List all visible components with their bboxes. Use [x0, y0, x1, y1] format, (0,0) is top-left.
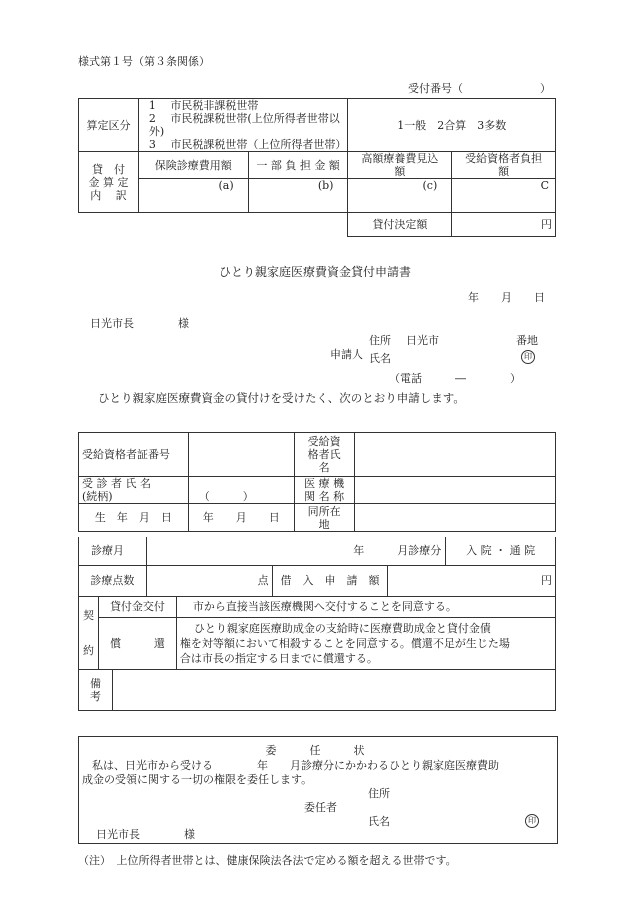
treatment-month-row — [78, 537, 556, 566]
recipient-burden-header — [452, 152, 556, 179]
breakdown-label — [79, 152, 139, 213]
high-cost-header-line: 額 — [394, 165, 406, 178]
value-b: (b) — [248, 179, 348, 213]
institution-field[interactable] — [354, 477, 555, 504]
category-list — [138, 99, 348, 152]
value-a: (a) — [138, 179, 248, 213]
repayment-text-line: ひとり親家庭医療助成金の支給時に医療費助成金と貸付金債 — [193, 621, 491, 635]
intro-text: ひとり親家庭医療費資金の貸付けを受けたく、次のとおり申請します。 — [98, 391, 465, 405]
contract-label — [79, 597, 99, 669]
address-label: 住所 — [369, 334, 391, 347]
contract-label-line: 契 — [82, 608, 94, 622]
delegation-title: 委 任 状 — [265, 744, 365, 757]
treatment-month-field[interactable]: 年 月診療分 — [146, 537, 445, 565]
institution-location-label-line: 同所在 — [307, 504, 341, 518]
loan-request-label: 借 入 申 請 額 — [272, 566, 388, 596]
breakdown-label-line: 内 訳 — [90, 188, 127, 202]
points-label: 診療点数 — [79, 566, 147, 596]
reception-number-label: 受付番号（ ） — [408, 82, 551, 95]
cert-number-label: 受給資格者証番号 — [79, 433, 189, 477]
delegation-addressee: 日光市長 様 — [96, 828, 195, 841]
copay-header: 一 部 負 担 金 額 — [248, 152, 348, 179]
repayment-text — [176, 617, 555, 669]
repayment-label: 償 還 — [98, 617, 176, 669]
delegation-text-line1: 私は、日光市から受ける 年 月診療分にかかわるひとり親家庭医療費助 — [92, 759, 499, 772]
repayment-text-line: 合は市長の指定する日までに償還する。 — [179, 651, 378, 665]
holder-name-label-line: 格者氏 — [307, 448, 341, 461]
breakdown-label-line: 貸 付 — [91, 162, 125, 176]
patient-name-label — [79, 477, 189, 504]
holder-name-field[interactable] — [354, 433, 555, 477]
recipient-burden-header-line: 額 — [498, 165, 510, 178]
high-cost-header — [348, 152, 452, 179]
repayment-text-line: 権を対等額において相殺することを同意する。償還不足が生じた場 — [179, 636, 510, 650]
seal-icon: 印 — [521, 350, 535, 364]
contract-label-line: 約 — [82, 643, 94, 657]
footnote: （注） 上位所得者世帯とは、健康保険法各法で定める額を超える世帯です。 — [78, 854, 457, 867]
remarks-label-line: 考 — [89, 689, 101, 703]
holder-name-label-line: 受給資 — [307, 435, 341, 448]
patient-name-label-line: (続柄) — [82, 490, 113, 503]
calculation-table — [78, 98, 556, 237]
seal-mark — [521, 349, 535, 364]
patient-name-field[interactable] — [188, 477, 294, 504]
page-title: ひとり親家庭医療費資金貸付申請書 — [218, 265, 411, 279]
category-option: 1 市民税非課税世帯 — [148, 99, 259, 112]
loan-decision-amount[interactable]: 円 — [452, 213, 556, 237]
treatment-month-label: 診療月 — [79, 537, 147, 565]
holder-name-label — [294, 433, 354, 477]
high-cost-header-line: 高額療養費見込 — [361, 152, 439, 165]
points-field[interactable]: 点 — [146, 566, 272, 596]
applicant-label: 申請人 — [330, 348, 363, 361]
delivery-text: 市から直接当該医療機関へ交付することを同意する。 — [176, 597, 555, 617]
remarks-label-line: 備 — [89, 676, 101, 690]
delegator-label: 委任者 — [304, 801, 337, 814]
value-c: (c) — [348, 179, 452, 213]
application-date: 年 月 日 — [468, 291, 545, 304]
name-label: 氏名 — [369, 352, 391, 365]
delegator-seal — [525, 813, 539, 828]
banchi-label: 番地 — [516, 334, 538, 347]
institution-label-line: 医 療 機 — [304, 477, 345, 490]
institution-location-label-line: 地 — [318, 517, 330, 531]
institution-location-field[interactable] — [354, 504, 555, 532]
cert-number-field[interactable] — [188, 433, 294, 477]
category-option: 3 市民税課税世帯（上位所得者世帯） — [148, 138, 347, 151]
institution-label-line: 関 名 称 — [304, 490, 345, 503]
type-options: 1一般 2合算 3多数 — [348, 99, 556, 152]
contract-section — [78, 597, 556, 670]
birthdate-field[interactable]: 年 月 日 — [188, 504, 294, 532]
category-option: 2 市民税課税世帯(上位所得者世帯以外) — [148, 112, 340, 138]
value-d: C — [452, 179, 556, 213]
delegation-text-line2: 成金の受領に関する一切の権限を委任します。 — [82, 773, 313, 786]
loan-decision-label: 貸付決定額 — [348, 213, 452, 237]
loan-request-field[interactable]: 円 — [388, 566, 556, 596]
remarks-field[interactable] — [112, 670, 555, 710]
recipient-burden-header-line: 受給資格者負担 — [465, 152, 543, 165]
remarks-section — [78, 670, 556, 711]
birthdate-label: 生 年 月 日 — [79, 504, 189, 532]
relation-field[interactable]: （ ） — [198, 490, 254, 503]
category-label: 算定区分 — [79, 99, 139, 152]
form-number: 様式第１号（第３条関係） — [78, 55, 210, 68]
points-row — [78, 566, 556, 597]
phone-line: （電話 ― ） — [389, 372, 521, 385]
remarks-label — [79, 670, 113, 710]
address-city: 日光市 — [406, 334, 439, 347]
inpatient-outpatient-select[interactable]: 入 院 ・ 通 院 — [446, 537, 556, 565]
addressee: 日光市長 様 — [90, 317, 189, 330]
insurance-cost-header: 保険診療費用額 — [138, 152, 248, 179]
delegator-name-label: 氏名 — [368, 815, 390, 828]
holder-name-label-line: 名 — [318, 461, 330, 474]
seal-icon: 印 — [525, 814, 539, 828]
institution-location-label — [294, 504, 354, 532]
breakdown-label-line: 金 算 定 — [88, 175, 129, 189]
delivery-label: 貸付金交付 — [98, 597, 176, 617]
application-table — [78, 432, 556, 532]
delegator-address-label: 住所 — [368, 787, 390, 800]
patient-name-label-line: 受 診 者 氏 名 — [82, 477, 151, 490]
institution-label — [294, 477, 354, 504]
